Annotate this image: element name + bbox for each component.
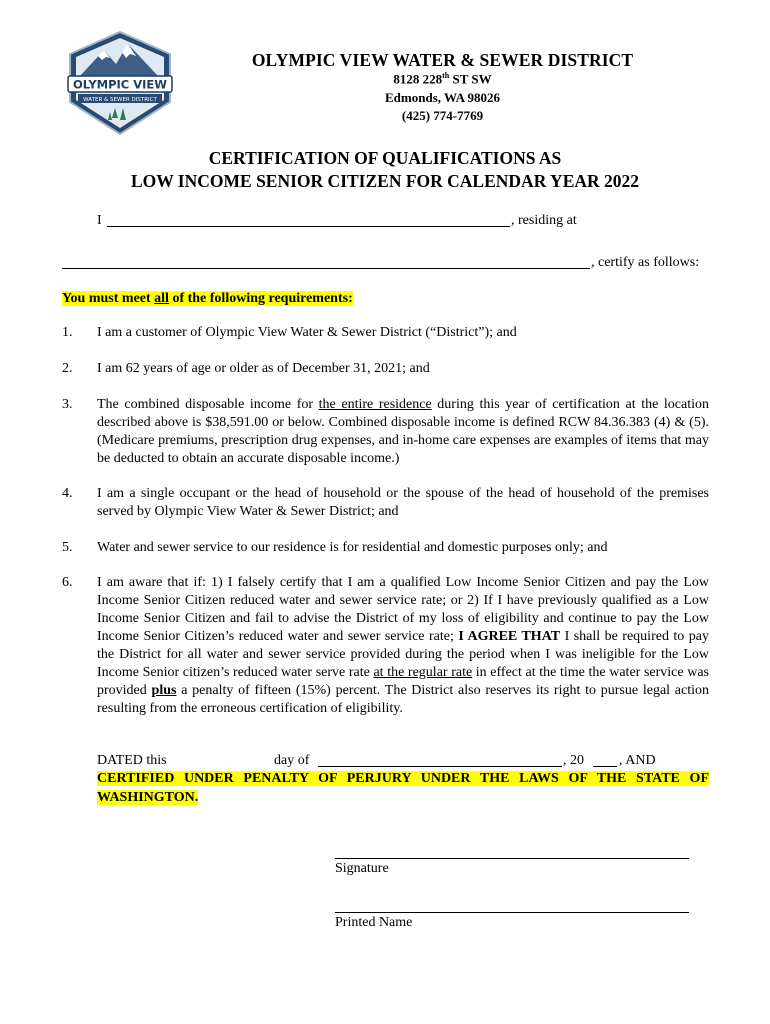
name-label: I — [97, 213, 102, 228]
day-of-label: day of — [274, 753, 310, 768]
perjury-statement-line1: CERTIFIED UNDER PENALTY OF PERJURY UNDER THE LAWS OF THE STATE OF — [97, 771, 709, 786]
residence-field[interactable] — [62, 268, 590, 269]
signature-field[interactable] — [335, 858, 689, 859]
item-number: 2. — [62, 361, 73, 376]
name-field[interactable] — [107, 226, 510, 227]
perjury-statement-line2: WASHINGTON. — [97, 790, 199, 805]
item-number: 1. — [62, 325, 73, 340]
signature-label: Signature — [335, 861, 389, 876]
requirements-heading: You must meet all of the following requirements: — [62, 291, 353, 306]
item-number: 6. — [62, 575, 73, 590]
district-logo — [62, 30, 178, 136]
residing-label: , residing at — [511, 213, 577, 228]
requirement-item: I am 62 years of age or older as of December 31, 2021; and — [97, 361, 430, 376]
document-title-line1: CERTIFICATION OF QUALIFICATIONS AS — [208, 148, 562, 168]
day-field[interactable] — [180, 766, 272, 767]
document-title-line2: LOW INCOME SENIOR CITIZEN FOR CALENDAR YEAR 2022 — [130, 171, 640, 191]
logo-mountain-icon — [62, 30, 178, 136]
year-field[interactable] — [593, 766, 617, 767]
svg-text:WATER & SEWER DISTRICT: WATER & SEWER DISTRICT — [83, 97, 157, 103]
dated-label: DATED this — [97, 753, 167, 768]
requirement-item: I am a single occupant or the head of household or the spouse of the head of household of the premises served by Olympic View Water & Sewer District; and — [97, 486, 709, 519]
phone-number: (425) 774-7769 — [401, 108, 484, 123]
printed-name-field[interactable] — [335, 912, 689, 913]
printed-name-label: Printed Name — [335, 915, 413, 930]
requirement-item: The combined disposable income for the entire residence during this year of certification at the location described above is $38,591.00 or below. Combined disposable income is defined RCW 84.36.383 (4) & (5). (Medicare premiums, prescription drug expenses, and in-home care expenses are examples of items that may be deducted to obtain an accurate disposable income.) — [97, 397, 710, 466]
requirement-item: I am a customer of Olympic View Water & Sewer District (“District”); and — [97, 325, 517, 340]
requirement-item: I am aware that if: 1) I falsely certify that I am a qualified Low Income Senior Citizen and pay the Low Income Senior Citizen reduced water and sewer service rate; or 2) If I have previously qualified as a Low Income Senior Citizen and fail to advise the District of my loss of eligibility and continue to pay the Low Income Senior Citizen’s reduced water and sewer service rate; I AGREE THAT I shall be required to pay the District for all water and sewer service provided during the period when I was ineligible for the Low Income Senior citizen’s reduced water serve rate at the regular rate in effect at the time the water service was provided plus a penalty of fifteen (15%) percent. The District also reserves its right to pursue legal action resulting from the erroneous certification of eligibility. — [97, 575, 710, 716]
month-field[interactable] — [318, 766, 562, 767]
city-state-zip: Edmonds, WA 98026 — [385, 90, 500, 105]
item-number: 3. — [62, 397, 73, 412]
svg-text:OLYMPIC VIEW: OLYMPIC VIEW — [73, 77, 167, 92]
org-name: OLYMPIC VIEW WATER & SEWER DISTRICT — [251, 50, 634, 70]
year-prefix-label: , 20 — [563, 753, 584, 768]
item-number: 5. — [62, 540, 73, 555]
and-label: , AND — [619, 753, 656, 768]
item-number: 4. — [62, 486, 73, 501]
certify-label: , certify as follows: — [591, 255, 700, 270]
requirement-item: Water and sewer service to our residence is for residential and domestic purposes only; and — [97, 540, 608, 555]
street-address: 8128 228th ST SW — [393, 71, 492, 87]
